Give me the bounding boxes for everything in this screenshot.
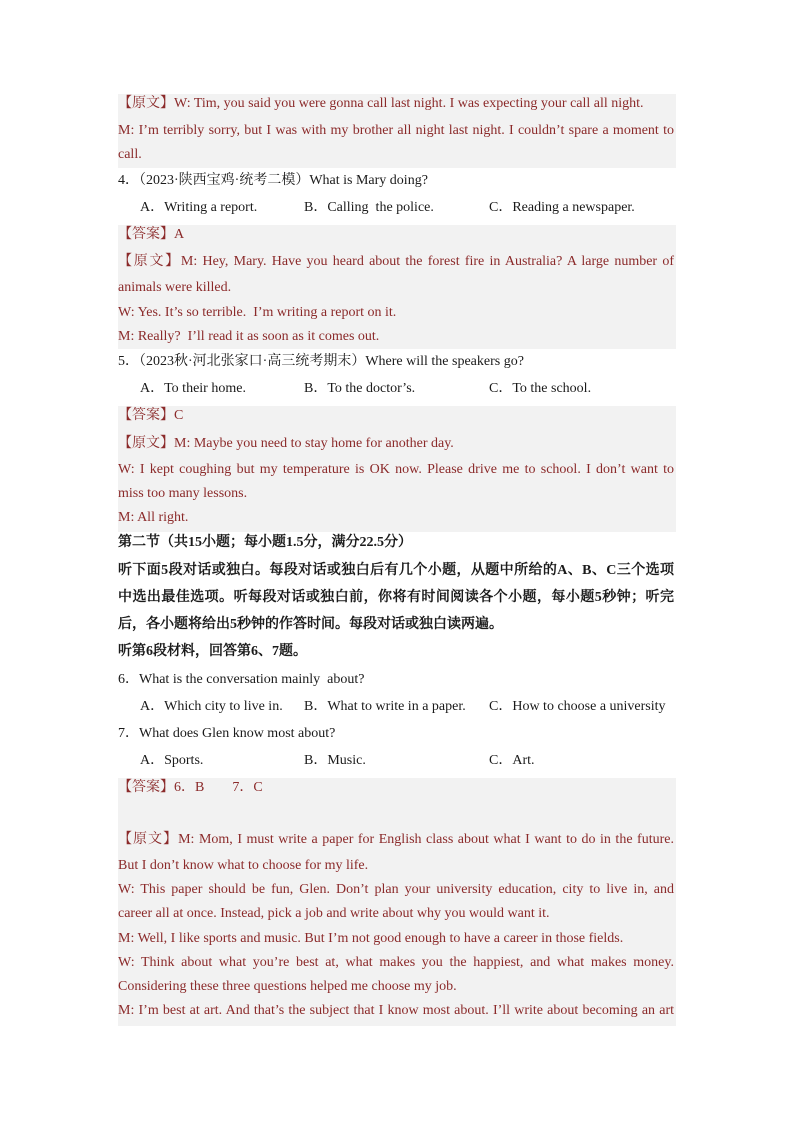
question-4-answer: 【答案】A (118, 227, 185, 242)
option-c: C．Art. (489, 753, 535, 768)
section-instructions-line: 听下面5段对话或独白。每段对话或独白后有几个小题，从题中所给的A、B、C三个选项 (118, 563, 674, 578)
transcript-line: 【原文】M: Hey, Mary. Have you heard about the forest fire in Australia? A large number of (118, 254, 674, 269)
transcript-line: W: I kept coughing but my temperature is OK now. Please drive me to school. I don’t want to (118, 462, 674, 477)
transcript-line: M: I’m best at art. And that’s the subject that I know most about. I’ll write about becoming an art (118, 1003, 674, 1018)
transcript-line: M: Really? I’ll read it as soon as it comes out. (118, 329, 380, 344)
transcript-line: 【原文】W: Tim, you said you were gonna call last night. I was expecting your call all night. (118, 96, 644, 111)
transcript-line: But I don’t know what to choose for my life. (118, 858, 369, 873)
question-5-stem: 5．（2023秋·河北张家口·高三统考期末）Where will the speakers go? (118, 354, 524, 369)
question-5-options (118, 379, 674, 399)
transcript-line: W: This paper should be fun, Glen. Don’t plan your university education, city to live in, and (118, 882, 674, 897)
question-5-answer: 【答案】C (118, 408, 184, 423)
transcript-line: Considering these three questions helped me choose my job. (118, 979, 457, 994)
transcript-line: 【原文】M: Mom, I must write a paper for English class about what I want to do in the future. (118, 832, 674, 847)
option-b: B．What to write in a paper. (304, 699, 466, 714)
option-a: A．Writing a report. (140, 200, 258, 215)
transcript-line: M: I’m terribly sorry, but I was with my brother all night last night. I couldn’t spare a moment to (118, 123, 674, 138)
question-7-options (118, 751, 674, 771)
material-intro: 听第6段材料，回答第6、7题。 (118, 644, 307, 659)
option-b: B．Music. (304, 753, 366, 768)
option-c: C．How to choose a university (489, 699, 666, 714)
option-a: A．Which city to live in. (140, 699, 283, 714)
option-a: A．Sports. (140, 753, 204, 768)
transcript-line: 【原文】M: Maybe you need to stay home for another day. (118, 436, 454, 451)
question-4-options (118, 198, 674, 218)
option-c: C．To the school. (489, 381, 592, 396)
option-b: B．To the doctor’s. (304, 381, 416, 396)
question-7-stem: 7．What does Glen know most about? (118, 726, 336, 741)
question-6-options (118, 697, 674, 717)
transcript-line: career all at once. Instead, pick a job and write about why you would want it. (118, 906, 550, 921)
transcript-line: M: All right. (118, 510, 189, 525)
transcript-line: W: Yes. It’s so terrible. I’m writing a report on it. (118, 305, 397, 320)
question-4-stem: 4．（2023·陕西宝鸡·统考二模）What is Mary doing? (118, 173, 428, 188)
option-a: A．To their home. (140, 381, 246, 396)
option-b: B．Calling the police. (304, 200, 434, 215)
transcript-line: call. (118, 147, 142, 162)
section-heading: 第二节（共15小题；每小题1.5分，满分22.5分） (118, 535, 412, 550)
question-6-7-answer: 【答案】6．B 7．C (118, 780, 263, 795)
section-instructions-line: 后，各小题将给出5秒钟的作答时间。每段对话或独白读两遍。 (118, 617, 503, 632)
transcript-line: miss too many lessons. (118, 486, 248, 501)
question-6-stem: 6．What is the conversation mainly about? (118, 672, 365, 687)
option-c: C．Reading a newspaper. (489, 200, 635, 215)
transcript-line: animals were killed. (118, 280, 232, 295)
transcript-line: M: Well, I like sports and music. But I’m not good enough to have a career in those fields. (118, 931, 624, 946)
transcript-line: W: Think about what you’re best at, what makes you the happiest, and what makes money. (118, 955, 674, 970)
section-instructions-line: 中选出最佳选项。听每段对话或独白前，你将有时间阅读各个小题，每小题5秒钟；听完 (118, 590, 674, 605)
